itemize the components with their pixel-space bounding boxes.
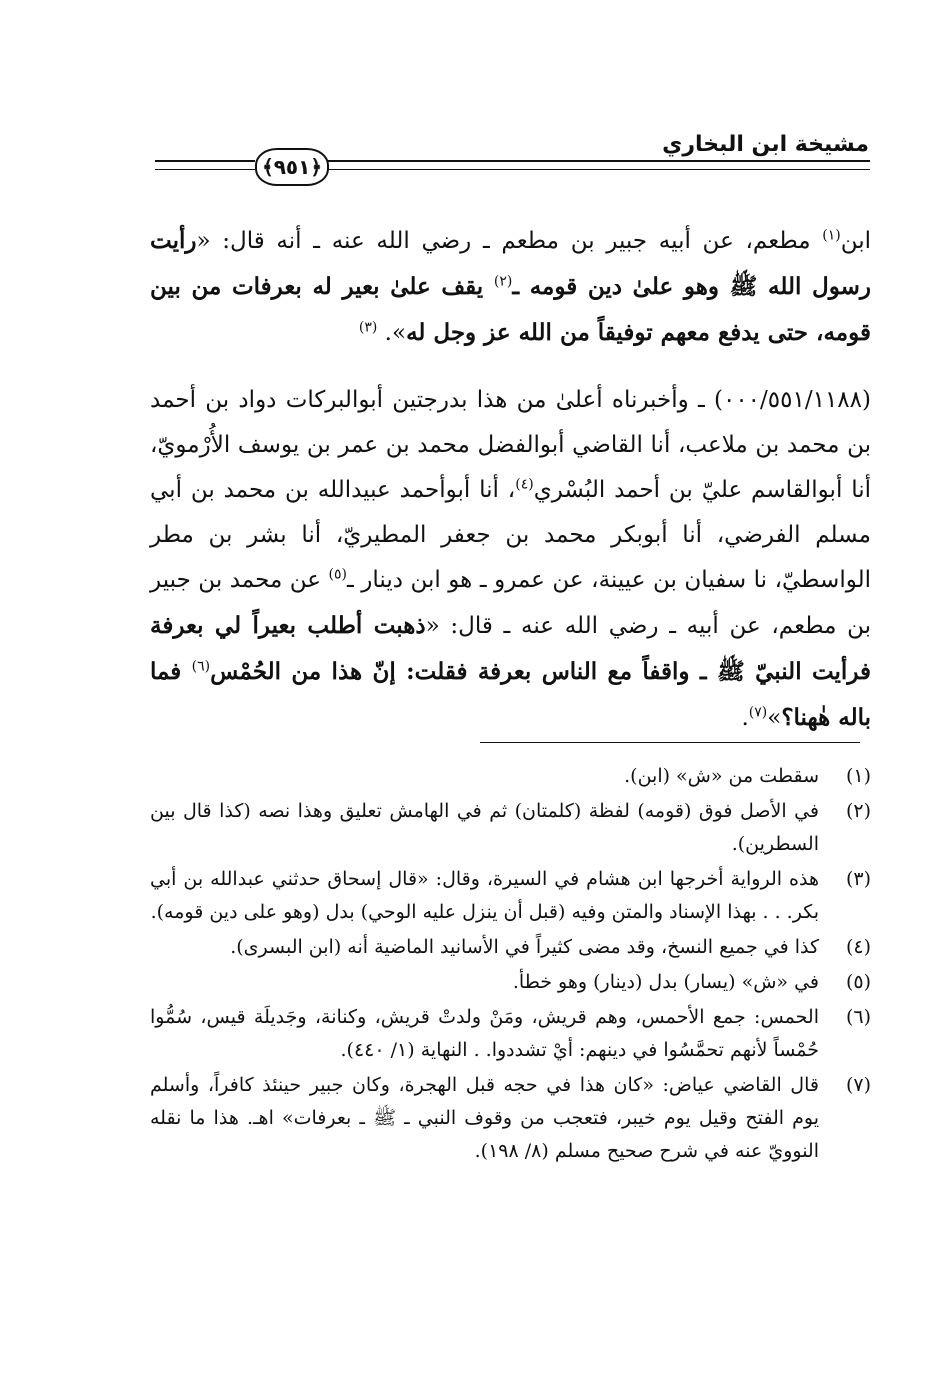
footnote-text: في «ش» (يسار) بدل (دينار) وهو خطأ. (512, 971, 819, 993)
footnote-ref: (٧) (748, 704, 768, 721)
footnote-number: (٧) (845, 1074, 871, 1096)
page-number: ﴿٩٥١﴾ (255, 148, 329, 186)
footnote-item (150, 760, 871, 793)
footnote-item (150, 1069, 871, 1168)
footnote-number: (١) (845, 765, 871, 787)
footnote-number: (٣) (845, 868, 871, 890)
footnote-ref: (٦) (191, 658, 211, 675)
footnote-number: (٥) (845, 971, 871, 993)
footnote-ref: (٣) (358, 319, 378, 336)
header-rule-left-2 (155, 169, 255, 170)
footnote-item (150, 863, 871, 929)
footnote-ref: (١) (822, 227, 841, 244)
header-rule-right-2 (325, 169, 870, 170)
footnote-ref: (٥) (328, 566, 348, 583)
footnotes (150, 760, 871, 1170)
header-rule-right (325, 160, 870, 162)
paragraph-hadith-1: ابن$^{(١)}$ مطعم، عن أبيه جبير بن مطعم ـ رضي الله عنه ـ أنه قال: «رأيت رسول الله ﷺ وهو علىٰ دين قومه ـ$^{(٢)}$ يقف علىٰ بعير له بعرفات من بين قومه، حتى يدفع معهم توفيقاً من الله عز وجل له». $^{(٣)}$ (150, 227, 871, 346)
footnote-ref: (٢) (493, 273, 513, 290)
footnote-text: في الأصل فوق (قومه) لفظة (كلمتان) ثم في الهامش تعليق وهذا نصه (كذا قال بين السطرين). (150, 800, 819, 855)
footnote-text: الحمس: جمع الأحمس، وهم قريش، ومَنْ ولدتْ قريش، وكنانة، وجَديلَة قيس، سُمُّوا حُمْساً لأنهم تحمَّسُوا في دينهم: أيْ تشددوا. . النهاية (١/ ٤٤٠). (150, 1006, 819, 1061)
footnote-text: هذه الرواية أخرجها ابن هشام في السيرة، وقال: «قال إسحاق حدثني عبدالله بن أبي بكر. . . بهذا الإسناد والمتن وفيه (قبل أن ينزل عليه الوحي) بدل (وهو على دين قومه). (150, 868, 819, 923)
footnote-item (150, 795, 871, 861)
running-title: مشيخة ابن البخاري (662, 132, 869, 157)
footnote-number: (٢) (845, 800, 871, 822)
footnote-text: سقطت من «ش» (ابن). (624, 765, 819, 787)
footnote-item (150, 1001, 871, 1067)
footnote-item (150, 966, 871, 999)
footnote-text: قال القاضي عياض: «كان هذا في حجه قبل الهجرة، وكان جبير حينئذ كافراً، وأسلم يوم الفتح وقيل يوم خيبر، فتعجب من وقوف النبي ـ ﷺ ـ بعرفات» اهـ. هذا ما نقله النوويّ عنه في شرح صحيح مسلم (٨/ ١٩٨). (150, 1074, 819, 1162)
footnote-text: كذا في جميع النسخ، وقد مضى كثيراً في الأسانيد الماضية أنه (ابن البسرى). (230, 936, 819, 958)
footnote-number: (٦) (845, 1006, 871, 1028)
footnote-number: (٤) (845, 936, 871, 958)
paragraph-hadith-2: (٠٠٠/٥٥١/١١٨٨) ـ وأخبرناه أعلىٰ من هذا بدرجتين أبوالبركات دواد بن أحمد بن محمد بن ملاعب، أنا القاضي أبوالفضل محمد بن عمر بن يوسف الأُرْمويّ، أنا أبوالقاسم عليّ بن أحمد البُسْري$^{(٤)}$، أنا أبوأحمد عبيدالله بن محمد بن أبي مسلم الفرضي، أنا أبوبكر محمد بن جعفر المطيريّ، أنا بشر بن مطر الواسطيّ، نا سفيان بن عيينة، عن عمرو ـ هو ابن دينار ـ$^{(٥)}$ عن محمد بن جبير بن مطعم، عن أبيه ـ رضي الله عنه ـ قال: «ذهبت أطلب بعيراً لي بعرفة فرأيت النبيّ ﷺ ـ واقفاً مع الناس بعرفة فقلت: إنّ هذا من الحُمْس$^{(٦)}$ فما باله هٰهنا؟»$^{(٧)}$. (150, 387, 872, 731)
header-rule-left (155, 160, 255, 162)
footnote-ref: (٤) (515, 476, 534, 493)
footnote-item (150, 931, 871, 964)
footnote-separator (480, 742, 860, 743)
